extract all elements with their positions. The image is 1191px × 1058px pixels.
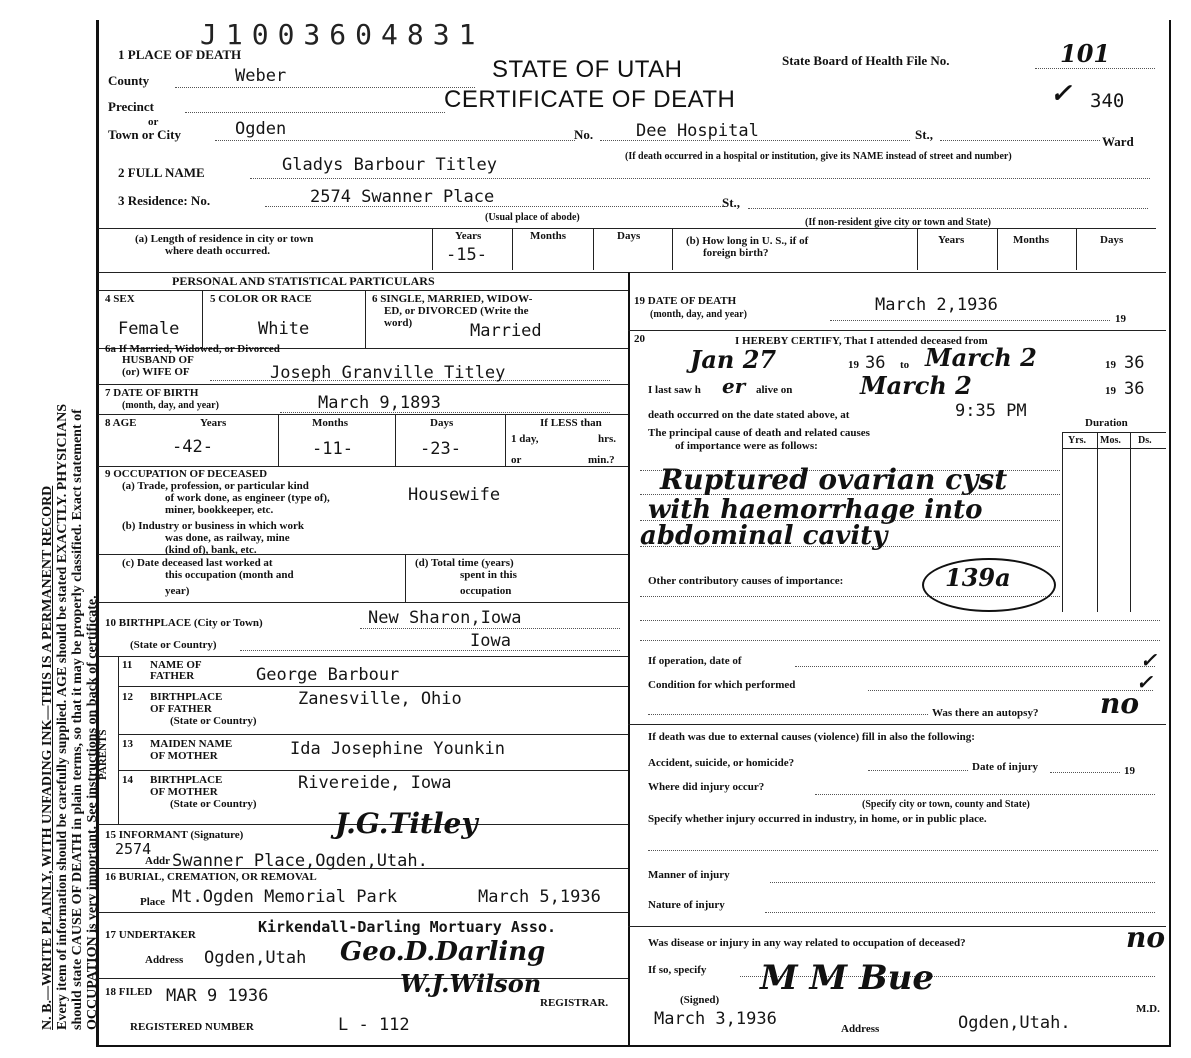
informant-signature: J.G.Titley xyxy=(335,807,478,840)
father-value: George Barbour xyxy=(256,665,400,685)
dod-label-a: 19 DATE OF DEATH xyxy=(634,295,737,307)
personal-header: PERSONAL AND STATISTICAL PARTICULARS xyxy=(172,274,435,288)
last-saw-yr: 36 xyxy=(1124,379,1145,399)
undertaker-addr-label: Address xyxy=(145,954,184,966)
occupation-a2: of work done, as engineer (type of), xyxy=(165,492,330,504)
specify-city-note: (Specify city or town, county and State) xyxy=(862,799,1030,810)
hospital-note: (If death occurred in a hospital or institution, give its NAME instead of street and number) xyxy=(625,151,1012,162)
dob-label-a: 7 DATE OF BIRTH xyxy=(105,387,199,399)
years-label: Years xyxy=(455,230,482,242)
certificate-title: CERTIFICATE OF DEATH xyxy=(444,86,736,113)
injury-where-label: Where did injury occur? xyxy=(648,781,765,793)
attend-to-yr: 36 xyxy=(1124,353,1145,373)
dod-value: March 2,1936 xyxy=(875,295,998,315)
father-birth-value: Zanesville, Ohio xyxy=(298,689,462,709)
county-label: County xyxy=(108,73,150,88)
full-name-label: 2 FULL NAME xyxy=(118,165,205,180)
occupation-c1: (c) Date deceased last worked at xyxy=(122,557,273,569)
condition-label: Condition for which performed xyxy=(648,679,796,691)
contrib-label: Other contributory causes of importance: xyxy=(648,575,844,587)
registrar-signature: W.J.Wilson xyxy=(400,969,542,998)
autopsy-value: no xyxy=(1100,687,1140,720)
burial-place: Mt.Ogden Memorial Park xyxy=(172,887,398,907)
manner-label: Manner of injury xyxy=(648,869,730,881)
residence-years: -15- xyxy=(446,245,487,265)
last-saw-date: March 2 xyxy=(860,371,972,400)
us-years-label: Years xyxy=(938,234,965,246)
us-days-label: Days xyxy=(1100,234,1124,246)
burial-label: 16 BURIAL, CREMATION, OR REMOVAL xyxy=(105,871,317,883)
us-label-a: (b) How long in U. S., if of xyxy=(686,235,809,247)
attend-to-label: to xyxy=(900,359,910,371)
file-no-label: State Board of Health File No. xyxy=(782,53,950,68)
mother-birth-value: Rivereide, Iowa xyxy=(298,773,452,793)
attend-19a: 19 xyxy=(848,359,859,371)
occ-related-value: no xyxy=(1126,921,1166,954)
father-birth-label-b: OF FATHER xyxy=(150,703,212,715)
side-note-2: Every item of information should be carefully supplied. AGE should be stated EXACTLY. PHYSICIANS xyxy=(55,403,70,1030)
spouse-value: Joseph Granville Titley xyxy=(270,363,506,383)
undertaker-label: 17 UNDERTAKER xyxy=(105,929,196,941)
less-label-c: hrs. xyxy=(598,433,617,445)
attend-to: March 2 xyxy=(925,343,1037,372)
occupation-d3: occupation xyxy=(460,585,512,597)
length-residence-label-a: (a) Length of residence in city or town xyxy=(135,233,314,245)
side-note-1: N. B.—WRITE PLAINLY, WITH UNFADING INK—THIS IS A PERMANENT RECORD xyxy=(40,485,55,1030)
date-injury-label: Date of injury xyxy=(972,761,1038,773)
color-value: White xyxy=(258,319,310,339)
date-injury-19: 19 xyxy=(1124,765,1135,777)
serial-number: J1003604831 xyxy=(200,18,485,51)
reg-no-label: REGISTERED NUMBER xyxy=(130,1021,254,1033)
side-note-4: OCCUPATION is very important. See instructions on back of certificate. xyxy=(85,595,100,1030)
age-months: -11- xyxy=(312,439,353,459)
occurred-label: death occurred on the date stated above, at xyxy=(648,409,850,421)
burial-place-label: Place xyxy=(140,896,166,908)
birthplace-state: Iowa xyxy=(470,631,511,651)
precinct-label: Precinct xyxy=(108,99,154,114)
md-label: M.D. xyxy=(1136,1003,1160,1015)
informant-addr-no: 2574 xyxy=(115,840,152,858)
occupation-b3: (kind of), bank, etc. xyxy=(165,544,257,556)
father-birth-state-label: (State or Country) xyxy=(170,715,257,727)
spouse-label-c: (or) WIFE OF xyxy=(122,366,190,378)
burial-date: March 5,1936 xyxy=(478,887,601,907)
town-label: Town or City xyxy=(108,127,181,142)
cause-1: Ruptured ovarian cyst xyxy=(660,463,1008,496)
death-time: 9:35 PM xyxy=(955,401,1027,421)
mother-birth-label-b: OF MOTHER xyxy=(150,786,218,798)
days-label: Days xyxy=(617,230,641,242)
spouse-label-b: HUSBAND OF xyxy=(122,354,194,366)
attend-from-yr: 36 xyxy=(865,353,886,373)
residence-value: 2574 Swanner Place xyxy=(310,187,495,207)
county-value: Weber xyxy=(235,66,287,86)
reg-no: L - 112 xyxy=(338,1015,410,1035)
principal-b: of importance were as follows: xyxy=(675,440,818,452)
cause-2: with haemorrhage into xyxy=(648,495,983,525)
mother-birth-state-label: (State or Country) xyxy=(170,798,257,810)
marital-label-b: ED, or DIVORCED (Write the xyxy=(384,305,529,317)
mother-label-a: MAIDEN NAME xyxy=(150,738,233,750)
occupation-label: 9 OCCUPATION OF DECEASED xyxy=(105,468,268,480)
mother-no: 13 xyxy=(122,738,133,750)
dod-label-b: (month, day, and year) xyxy=(650,309,747,320)
file-no: 101 xyxy=(1060,39,1111,68)
side-instructions xyxy=(0,0,100,1058)
marital-value: Married xyxy=(470,321,542,341)
state-title: STATE OF UTAH xyxy=(492,56,683,83)
full-name-value: Gladys Barbour Titley xyxy=(282,155,497,175)
duration-label: Duration xyxy=(1085,417,1128,429)
spouse-label-a: 6a If Married, Widowed, or Divorced xyxy=(105,343,280,355)
birthplace-state-label: (State or Country) xyxy=(130,639,217,651)
informant-label: 15 INFORMANT (Signature) xyxy=(105,829,244,841)
nonresident-note: (If non-resident give city or town and State) xyxy=(805,217,992,228)
occupation-a1: (a) Trade, profession, or particular kind xyxy=(122,480,309,492)
age-label: 8 AGE xyxy=(105,417,137,429)
last-saw-19: 19 xyxy=(1105,385,1116,397)
external-label: If death was due to external causes (violence) fill in also the following: xyxy=(648,731,975,743)
occ-related-label: Was disease or injury in any way related to occupation of deceased? xyxy=(648,937,966,949)
birthplace-city: New Sharon,Iowa xyxy=(368,608,522,628)
age-years: -42- xyxy=(172,437,213,457)
father-label-a: NAME OF xyxy=(150,659,202,671)
signed-address: Ogden,Utah. xyxy=(958,1013,1071,1033)
place-of-death-label: 1 PLACE OF DEATH xyxy=(118,47,242,62)
us-months-label: Months xyxy=(1013,234,1050,246)
occupation-value: Housewife xyxy=(408,485,501,505)
undertaker-address: Ogden,Utah xyxy=(204,948,307,968)
informant-address: Swanner Place,Ogden,Utah. xyxy=(172,851,428,871)
residence-st-label: St., xyxy=(722,195,741,210)
autopsy-label: Was there an autopsy? xyxy=(932,707,1039,719)
residence-label: 3 Residence: No. xyxy=(118,193,211,208)
attend-from: Jan 27 xyxy=(690,345,777,374)
age-months-label: Months xyxy=(312,417,349,429)
occupation-d1: (d) Total time (years) xyxy=(415,557,514,569)
undertaker-signature: Geo.D.Darling xyxy=(340,937,546,967)
father-label-b: FATHER xyxy=(150,670,195,682)
last-saw-pronoun: er xyxy=(722,374,746,398)
mother-label-b: OF MOTHER xyxy=(150,750,218,762)
age-days-label: Days xyxy=(430,417,454,429)
birthplace-label: 10 BIRTHPLACE (City or Town) xyxy=(105,617,263,629)
less-label-e: min.? xyxy=(588,454,615,466)
last-saw-label: I last saw h xyxy=(648,384,701,396)
less-label-a: If LESS than xyxy=(540,417,602,429)
condition-check: ✓ xyxy=(1136,670,1153,694)
mos-label: Mos. xyxy=(1100,435,1121,446)
contrib-code: 139a xyxy=(945,563,1011,592)
if-so-label: If so, specify xyxy=(648,964,707,976)
dob-value: March 9,1893 xyxy=(318,393,441,413)
dod-19: 19 xyxy=(1115,313,1126,325)
sex-label: 4 SEX xyxy=(105,293,135,305)
town-value: Ogden xyxy=(235,119,287,139)
less-label-b: 1 day, xyxy=(511,433,539,445)
accident-label: Accident, suicide, or homicide? xyxy=(648,757,795,769)
yrs-label: Yrs. xyxy=(1068,435,1087,446)
age-years-label: Years xyxy=(200,417,227,429)
father-no: 11 xyxy=(122,659,133,671)
father-birth-label-a: BIRTHPLACE xyxy=(150,691,223,703)
operation-check: ✓ xyxy=(1140,648,1157,672)
filed-date: MAR 9 1936 xyxy=(166,986,269,1006)
file-mark: 340 xyxy=(1090,90,1125,112)
occupation-a3: miner, bookkeeper, etc. xyxy=(165,504,274,516)
signed-addr-label: Address xyxy=(841,1023,880,1035)
specify-where-label: Specify whether injury occurred in industry, in home, or in public place. xyxy=(648,813,987,825)
signed-date: March 3,1936 xyxy=(654,1009,777,1029)
operation-label: If operation, date of xyxy=(648,655,742,667)
occupation-b1: (b) Industry or business in which work xyxy=(122,520,304,532)
mother-birth-label-a: BIRTHPLACE xyxy=(150,774,223,786)
marital-label-a: 6 SINGLE, MARRIED, WIDOW- xyxy=(372,293,533,305)
physician-signature: M M Bue xyxy=(760,958,935,998)
mother-value: Ida Josephine Younkin xyxy=(290,739,505,759)
occupation-b2: was done, as railway, mine xyxy=(165,532,290,544)
nature-label: Nature of injury xyxy=(648,899,725,911)
ds-label: Ds. xyxy=(1138,435,1152,446)
parents-side-label: PARENTS xyxy=(97,729,109,780)
occupation-c2: this occupation (month and xyxy=(165,569,294,581)
street-label: St., xyxy=(915,127,934,142)
institution-value: Dee Hospital xyxy=(636,121,759,141)
color-label: 5 COLOR OR RACE xyxy=(210,293,312,305)
last-saw-mid: alive on xyxy=(756,384,793,396)
us-label-b: foreign birth? xyxy=(703,247,769,259)
principal-a: The principal cause of death and related causes xyxy=(648,427,870,439)
no-label: No. xyxy=(574,127,594,142)
marital-label-c: word) xyxy=(384,317,413,329)
usual-abode-note: (Usual place of abode) xyxy=(485,212,580,223)
contrib-circle xyxy=(922,558,1056,612)
months-label: Months xyxy=(530,230,567,242)
ward-label: Ward xyxy=(1102,134,1134,149)
mother-birth-no: 14 xyxy=(122,774,133,786)
undertaker-name: Kirkendall-Darling Mortuary Asso. xyxy=(258,918,557,936)
less-label-d: or xyxy=(511,454,522,466)
age-days: -23- xyxy=(420,439,461,459)
occupation-d2: spent in this xyxy=(460,569,517,581)
certify-no: 20 xyxy=(634,333,645,345)
or-label: or xyxy=(148,116,159,128)
occupation-c3: year) xyxy=(165,585,190,597)
attend-19b: 19 xyxy=(1105,359,1116,371)
informant-addr-label: Addr xyxy=(145,855,171,867)
length-residence-label-b: where death occurred. xyxy=(165,245,270,257)
side-note-3: should state CAUSE OF DEATH in plain terms, so that it may be properly classified. Exact statement of xyxy=(70,409,85,1030)
registrar-label: REGISTRAR. xyxy=(540,997,609,1009)
sex-value: Female xyxy=(118,319,180,339)
filed-label: 18 FILED xyxy=(105,986,153,998)
check-mark: ✓ xyxy=(1050,79,1072,109)
dob-label-b: (month, day, and year) xyxy=(122,400,219,411)
certify-text: I HEREBY CERTIFY, That I attended deceased from xyxy=(735,335,988,347)
cause-3: abdominal cavity xyxy=(640,521,888,551)
signed-label: (Signed) xyxy=(680,994,720,1006)
father-birth-no: 12 xyxy=(122,691,133,703)
